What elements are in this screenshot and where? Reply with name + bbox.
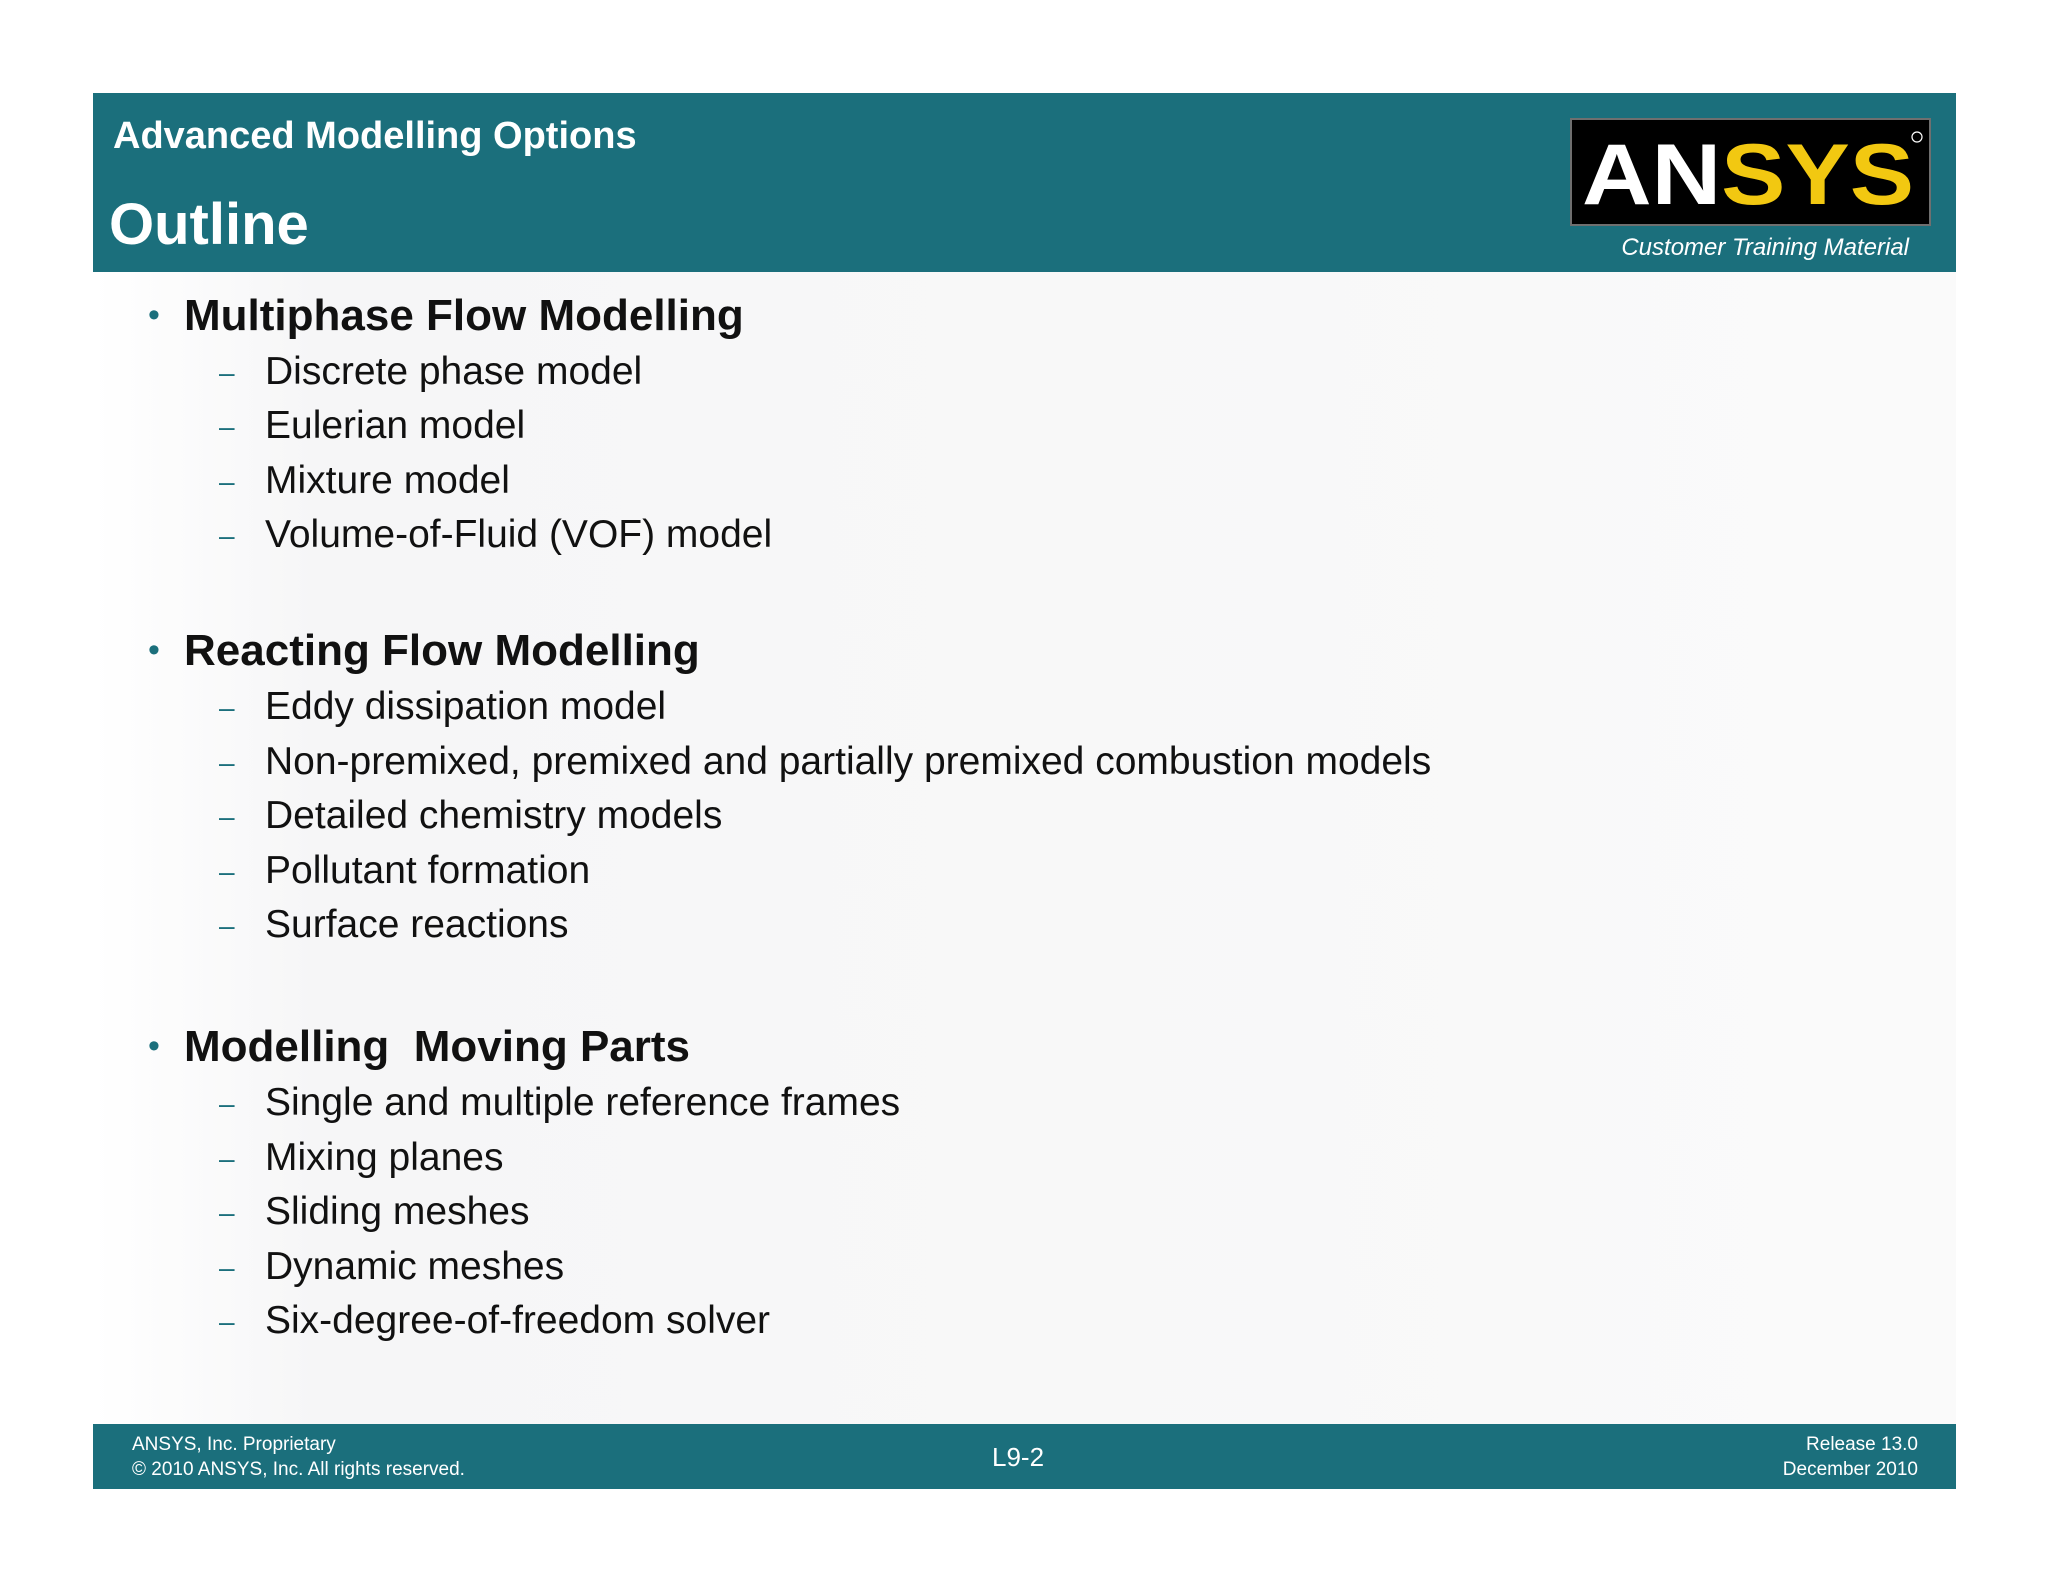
svg-text:ANSYS: [1582, 127, 1914, 223]
dash-icon: –: [219, 856, 235, 887]
header-subtitle: Advanced Modelling Options: [113, 115, 637, 157]
list-item: Mixture model: [265, 459, 510, 502]
header-band: [93, 93, 1956, 272]
dash-icon: –: [219, 520, 235, 551]
bullet-icon: •: [148, 631, 160, 669]
list-item: Pollutant formation: [265, 849, 591, 892]
list-item: Sliding meshes: [265, 1190, 530, 1233]
list-item: Six-degree-of-freedom solver: [265, 1299, 771, 1342]
footer-band: [93, 1424, 1956, 1489]
list-item: Detailed chemistry models: [265, 794, 723, 837]
ansys-logo-sys: SYS: [1721, 127, 1894, 223]
ansys-logo-graphic: [1572, 120, 1929, 224]
dash-icon: –: [219, 1197, 235, 1228]
ansys-logo: [1570, 118, 1931, 226]
bullet-icon: •: [148, 1027, 160, 1065]
footer-date: December 2010: [1782, 1459, 1918, 1480]
footer-proprietary: ANSYS, Inc. Proprietary: [132, 1434, 336, 1455]
dash-icon: –: [219, 466, 235, 497]
footer-copyright: © 2010 ANSYS, Inc. All rights reserved.: [132, 1459, 465, 1480]
dash-icon: –: [219, 801, 235, 832]
list-item: Discrete phase model: [265, 350, 643, 393]
dash-icon: –: [219, 1143, 235, 1174]
page-label: L9-2: [992, 1442, 1045, 1472]
footer-release: Release 13.0: [1806, 1434, 1918, 1455]
dash-icon: –: [219, 1306, 235, 1337]
dash-icon: –: [219, 692, 235, 723]
dash-icon: –: [219, 411, 235, 442]
list-item: Non-premixed, premixed and partially premixed combustion models: [265, 740, 1432, 783]
slide-title: Outline: [109, 192, 309, 257]
bullet-icon: •: [148, 296, 160, 334]
dash-icon: –: [219, 1252, 235, 1283]
section-heading-reacting: Reacting Flow Modelling: [184, 626, 700, 675]
list-item: Dynamic meshes: [265, 1245, 565, 1288]
dash-icon: –: [219, 357, 235, 388]
dash-icon: –: [219, 747, 235, 778]
section-heading-multiphase: Multiphase Flow Modelling: [184, 291, 744, 340]
list-item: Surface reactions: [265, 903, 569, 946]
ansys-logo-an: AN: [1582, 127, 1707, 223]
list-item: Mixing planes: [265, 1136, 504, 1179]
list-item: Eulerian model: [265, 404, 526, 447]
list-item: Volume-of-Fluid (VOF) model: [265, 513, 773, 556]
list-item: Single and multiple reference frames: [265, 1081, 901, 1124]
dash-icon: –: [219, 910, 235, 941]
dash-icon: –: [219, 1088, 235, 1119]
training-label: Customer Training Material: [1621, 234, 1909, 261]
section-heading-moving-parts: Modelling Moving Parts: [184, 1022, 691, 1071]
list-item: Eddy dissipation model: [265, 685, 667, 728]
